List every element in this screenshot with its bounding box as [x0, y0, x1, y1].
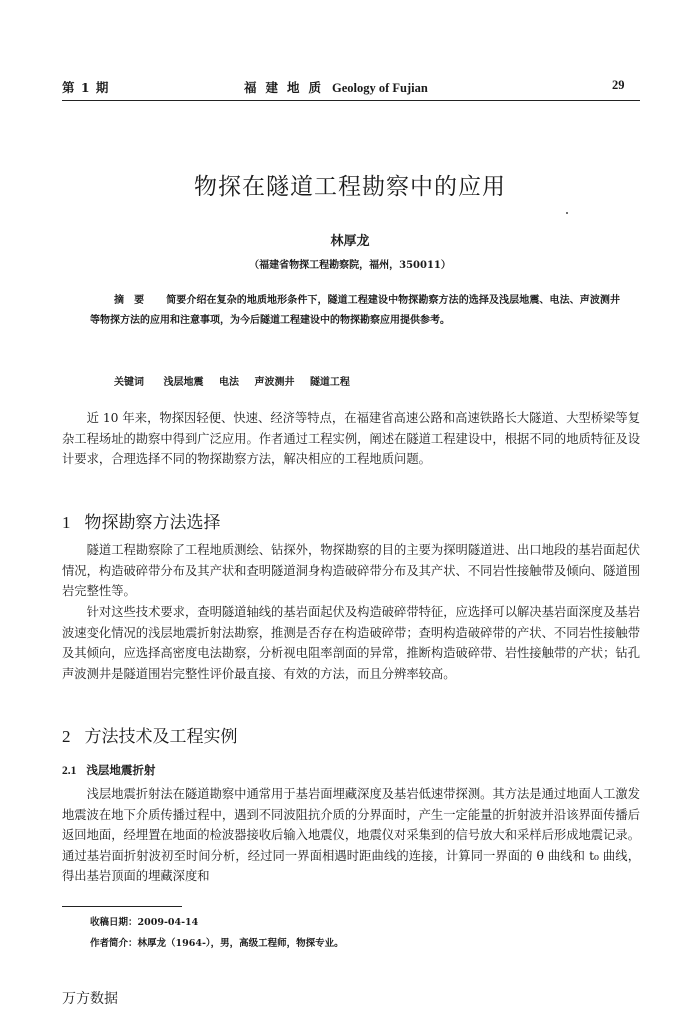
article-title: 物探在隧道工程勘察中的应用 [194, 174, 506, 200]
subsection-2-1-paragraph: 浅层地震折射法在隧道勘察中通常用于基岩面埋藏深度及基岩低速带探测。其方法是通过地面人工激发地震波在地下介质传播过程中，遇到不同波阻抗介质的分界面时，产生一定能量的折射波并沿该界面传播后返回地面，经埋置在地面的检波器接收后输入地震仪，地震仪对采集到的信号放大和采样后形成地震记录。通过基岩面折射波初至时间分析，经过同一界面相遇时距曲线的连接，计算同一界面的 θ 曲线和 t₀ 曲线，得出基岩顶面的埋藏深度和 [62, 787, 640, 883]
section-2-number: 2 [62, 727, 71, 746]
journal-name-cn: 福建地质 [244, 80, 331, 95]
footnote-received-date: 收稿日期：2009-04-14 [90, 917, 199, 928]
page-number: 29 [612, 78, 625, 92]
section-1-paragraph-2: 针对这些技术要求，查明隧道轴线的基岩面起伏及构造破碎带特征，应选择可以解决基岩面深度及基岩波速变化情况的浅层地震折射法勘察，推测是否存在构造破碎带；查明构造破碎带的产状、不同岩性接触带及其倾向，应选择高密度电法勘察，分析视电阻率剖面的异常，推断构造破碎带、岩性接触带的产状；钻孔声波测井是隧道围岩完整性评价最直接、有效的方法，而且分辨率较高。 [62, 605, 640, 681]
keyword-item: 浅层地震 [163, 377, 204, 388]
keyword-item: 声波测井 [254, 377, 295, 388]
section-2-title: 方法技术及工程实例 [84, 727, 238, 747]
footnote-author-bio: 作者简介：林厚龙（1964-），男，高级工程师，物探专业。 [90, 938, 344, 949]
section-1-heading [62, 508, 221, 533]
author-name: 林厚龙 [330, 234, 370, 249]
watermark: 万方数据 [62, 991, 118, 1007]
author-affiliation: （福建省物探工程勘察院，福州，350011） [249, 260, 451, 271]
section-1-title: 物探勘察方法选择 [84, 513, 221, 533]
keyword-item: 隧道工程 [309, 377, 350, 388]
journal-name [244, 78, 428, 96]
abstract [90, 291, 620, 331]
intro-paragraph: 近 10 年来，物探因轻便、快速、经济等特点，在福建省高速公路和高速铁路长大隧道、大型桥梁等复杂工程场址的勘察中得到广泛应用。作者通过工程实例，阐述在隧道工程建设中，根据不同的地质特征及设计要求，合理选择不同的物探勘察方法，解决相应的工程地质问题。 [62, 411, 640, 466]
section-2-heading [62, 722, 238, 747]
scan-speck [566, 212, 568, 214]
keywords [114, 373, 362, 388]
subsection-2-1-heading [62, 762, 155, 778]
keywords-label: 关键词 [114, 377, 144, 388]
subsection-2-1-number: 2.1 [62, 765, 77, 777]
footnote-rule [62, 906, 182, 907]
header-rule [62, 100, 640, 101]
issue-number: 第 1 期 [62, 80, 110, 95]
journal-name-en: Geology of Fujian [332, 81, 428, 95]
abstract-text: 简要介绍在复杂的地质地形条件下，隧道工程建设中物探勘察方法的选择及浅层地震、电法、声波测井等物探方法的应用和注意事项，为今后隧道工程建设中的物探勘察应用提供参考。 [90, 295, 621, 326]
keyword-item: 电法 [218, 377, 239, 388]
subsection-2-1-title: 浅层地震折射 [86, 763, 156, 777]
section-1-paragraph-1: 隧道工程勘察除了工程地质测绘、钻探外，物探勘察的目的主要为探明隧道进、出口地段的基岩面起伏情况，构造破碎带分布及其产状和查明隧道洞身构造破碎带分布及其产状、不同岩性接触带及倾向、隧道围岩完整性等。 [62, 543, 640, 598]
abstract-label: 摘要 [114, 295, 155, 306]
section-1-number: 1 [62, 513, 71, 532]
